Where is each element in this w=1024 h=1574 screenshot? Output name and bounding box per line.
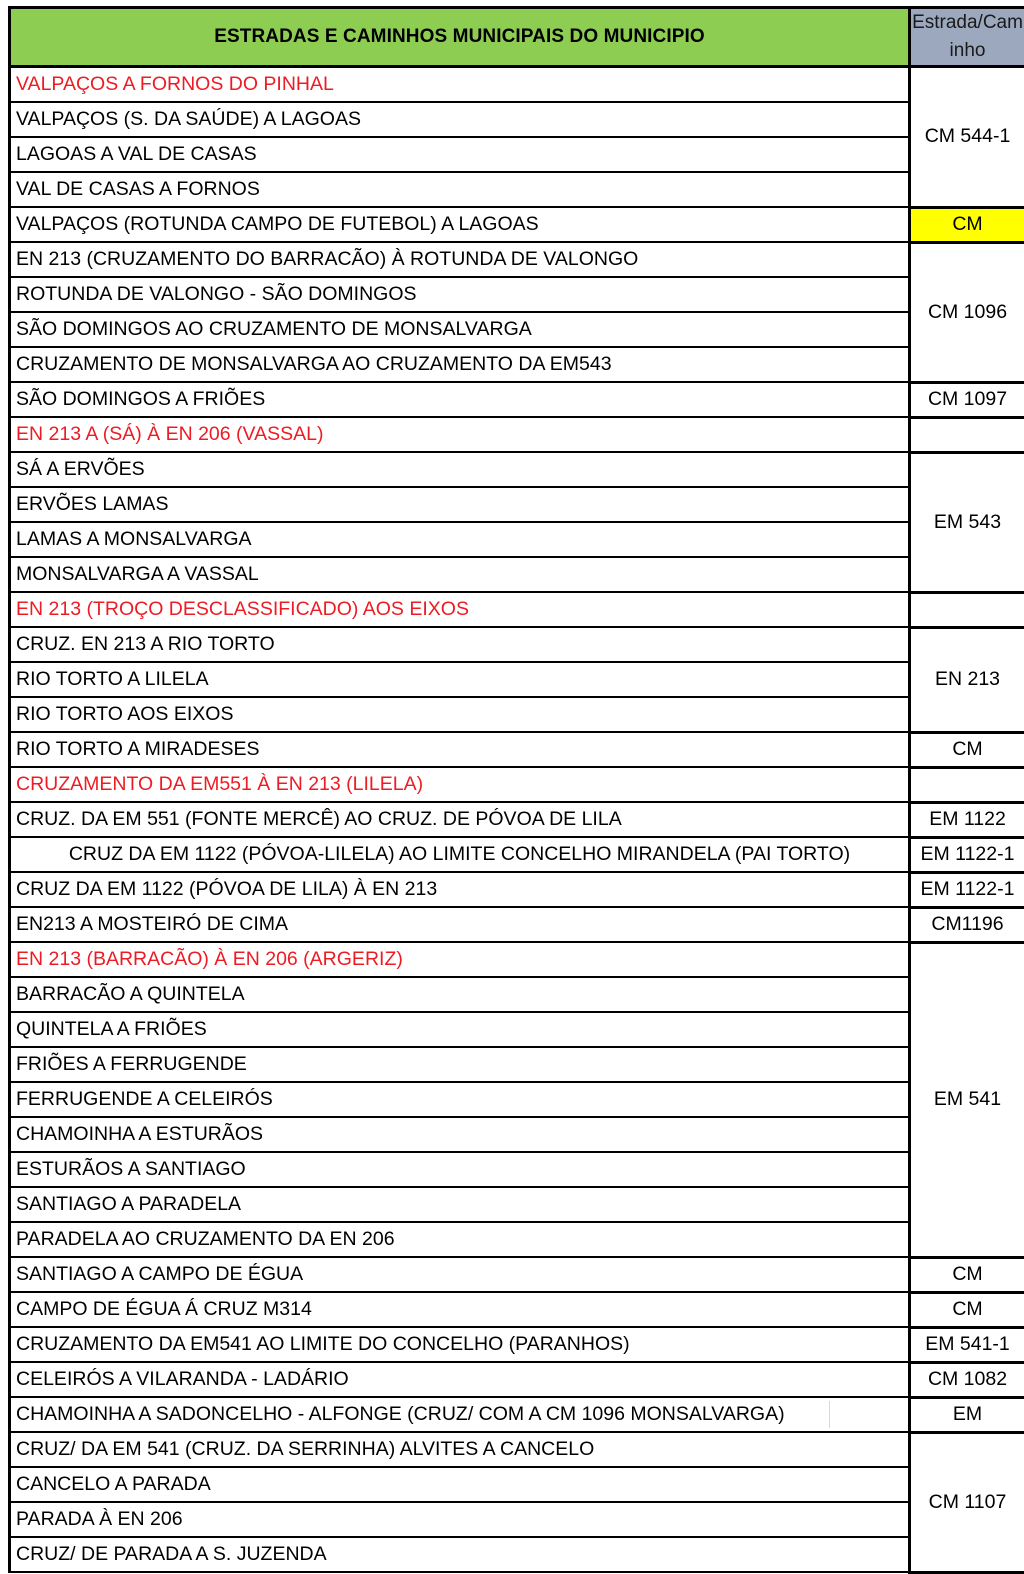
table-row xyxy=(10,942,1024,977)
table-row xyxy=(10,1467,1024,1502)
table-row xyxy=(10,277,1024,312)
road-name-cell[interactable]: MONSALVARGA A VASSAL xyxy=(10,557,910,592)
road-name-cell[interactable]: CANCELO A PARADA xyxy=(10,1467,910,1502)
road-code-cell[interactable]: EN 213 xyxy=(910,627,1024,732)
road-name-cell[interactable]: FRIÕES A FERRUGENDE xyxy=(10,1047,910,1082)
road-name-cell[interactable]: CRUZ/ DE PARADA A S. JUZENDA xyxy=(10,1537,910,1572)
code-column-header-cell: Estrada/Caminho xyxy=(910,8,1024,67)
table-row xyxy=(10,907,1024,942)
table-row xyxy=(10,1187,1024,1222)
table-row xyxy=(10,67,1024,103)
table-row xyxy=(10,1362,1024,1397)
table-row xyxy=(10,347,1024,382)
road-name-cell[interactable]: EN213 A MOSTEIRÓ DE CIMA xyxy=(10,907,910,942)
table-row xyxy=(10,312,1024,347)
road-name-cell[interactable]: RIO TORTO A LILELA xyxy=(10,662,910,697)
table-row xyxy=(10,1117,1024,1152)
table-row xyxy=(10,802,1024,837)
road-name-cell[interactable]: CRUZAMENTO DA EM541 AO LIMITE DO CONCELHO (PARANHOS) xyxy=(10,1327,910,1362)
road-name-cell[interactable]: LAMAS A MONSALVARGA xyxy=(10,522,910,557)
road-code-cell[interactable] xyxy=(910,592,1024,627)
road-code-cell[interactable] xyxy=(910,767,1024,802)
table-row xyxy=(10,1082,1024,1117)
road-name-cell[interactable]: ERVÕES LAMAS xyxy=(10,487,910,522)
road-name-cell[interactable]: CELEIRÓS A VILARANDA - LADÁRIO xyxy=(10,1362,910,1397)
table-row xyxy=(10,732,1024,767)
road-name-cell[interactable]: RIO TORTO A MIRADESES xyxy=(10,732,910,767)
road-code-cell[interactable]: EM 1122-1 xyxy=(910,872,1024,907)
road-code-cell[interactable]: CM xyxy=(910,207,1024,242)
table-row xyxy=(10,1222,1024,1257)
table-header-row xyxy=(10,8,1024,67)
road-name-cell[interactable]: PARADA À EN 206 xyxy=(10,1502,910,1537)
road-code-cell[interactable]: EM xyxy=(910,1397,1024,1432)
road-code-cell[interactable] xyxy=(910,417,1024,452)
table-row xyxy=(10,557,1024,592)
table-row xyxy=(10,872,1024,907)
road-name-cell[interactable]: ROTUNDA DE VALONGO - SÃO DOMINGOS xyxy=(10,277,910,312)
table-row xyxy=(10,697,1024,732)
road-name-cell[interactable]: VALPAÇOS (S. DA SAÚDE) A LAGOAS xyxy=(10,102,910,137)
road-code-cell[interactable]: CM 1082 xyxy=(910,1362,1024,1397)
table-row xyxy=(10,1012,1024,1047)
table-row xyxy=(10,767,1024,802)
road-name-cell[interactable]: SÃO DOMINGOS AO CRUZAMENTO DE MONSALVARGA xyxy=(10,312,910,347)
road-name-cell[interactable]: QUINTELA A FRIÕES xyxy=(10,1012,910,1047)
road-code-cell[interactable]: CM 1097 xyxy=(910,382,1024,417)
road-name-cell[interactable]: CRUZ DA EM 1122 (PÓVOA-LILELA) AO LIMITE CONCELHO MIRANDELA (PAI TORTO) xyxy=(10,837,910,872)
table-row xyxy=(10,662,1024,697)
road-name-cell[interactable]: PARADELA AO CRUZAMENTO DA EN 206 xyxy=(10,1222,910,1257)
table-row xyxy=(10,242,1024,277)
road-name-cell[interactable]: CRUZ. EN 213 A RIO TORTO xyxy=(10,627,910,662)
table-row xyxy=(10,137,1024,172)
table-row xyxy=(10,487,1024,522)
table-body xyxy=(10,8,1024,1573)
road-code-cell[interactable]: EM 543 xyxy=(910,452,1024,592)
table-row xyxy=(10,1152,1024,1187)
table-row xyxy=(10,977,1024,1012)
road-code-cell[interactable]: CM xyxy=(910,1292,1024,1327)
road-code-cell[interactable]: EM 1122-1 xyxy=(910,837,1024,872)
table-row xyxy=(10,1502,1024,1537)
cell-split-divider xyxy=(829,1401,830,1428)
road-name-cell[interactable]: SÁ A ERVÕES xyxy=(10,452,910,487)
road-code-cell[interactable]: CM 1107 xyxy=(910,1432,1024,1572)
road-name-cell[interactable]: FERRUGENDE A CELEIRÓS xyxy=(10,1082,910,1117)
table-row xyxy=(10,417,1024,452)
table-row xyxy=(10,1397,1024,1432)
road-name-cell[interactable]: SANTIAGO A PARADELA xyxy=(10,1187,910,1222)
road-name-cell[interactable]: CHAMOINHA A ESTURÃOS xyxy=(10,1117,910,1152)
table-row xyxy=(10,382,1024,417)
road-name-cell[interactable]: LAGOAS A VAL DE CASAS xyxy=(10,137,910,172)
road-name-cell[interactable]: VALPAÇOS (ROTUNDA CAMPO DE FUTEBOL) A LAGOAS xyxy=(10,207,910,242)
road-code-cell[interactable]: EM 541-1 xyxy=(910,1327,1024,1362)
table-row xyxy=(10,837,1024,872)
road-name-cell[interactable]: CRUZAMENTO DE MONSALVARGA AO CRUZAMENTO DA EM543 xyxy=(10,347,910,382)
table-row xyxy=(10,1292,1024,1327)
table-title-cell: ESTRADAS E CAMINHOS MUNICIPAIS DO MUNICIPIO xyxy=(10,8,910,67)
road-name-cell[interactable]: EN 213 (CRUZAMENTO DO BARRACÃO) À ROTUNDA DE VALONGO xyxy=(10,242,910,277)
road-name-cell[interactable]: CRUZ/ DA EM 541 (CRUZ. DA SERRINHA) ALVITES A CANCELO xyxy=(10,1432,910,1467)
table-row xyxy=(10,102,1024,137)
table-row xyxy=(10,627,1024,662)
table-row xyxy=(10,522,1024,557)
road-code-cell[interactable]: CM xyxy=(910,732,1024,767)
road-name-cell[interactable]: CRUZ. DA EM 551 (FONTE MERCÊ) AO CRUZ. DE PÓVOA DE LILA xyxy=(10,802,910,837)
road-section-header-cell[interactable]: CRUZAMENTO DA EM551 À EN 213 (LILELA) xyxy=(10,767,910,802)
road-code-cell[interactable]: CM1196 xyxy=(910,907,1024,942)
road-name-cell[interactable]: CHAMOINHA A SADONCELHO - ALFONGE (CRUZ/ COM A CM 1096 MONSALVARGA) xyxy=(10,1397,910,1432)
road-code-cell[interactable]: CM xyxy=(910,1257,1024,1292)
road-name-cell[interactable]: CRUZ DA EM 1122 (PÓVOA DE LILA) À EN 213 xyxy=(10,872,910,907)
table-row xyxy=(10,1047,1024,1082)
road-name-cell[interactable]: VAL DE CASAS A FORNOS xyxy=(10,172,910,207)
road-code-cell[interactable]: CM 544-1 xyxy=(910,67,1024,208)
table-row xyxy=(10,1327,1024,1362)
table-row xyxy=(10,1257,1024,1292)
road-section-header-cell[interactable]: EN 213 (BARRACÃO) À EN 206 (ARGERIZ) xyxy=(10,942,910,977)
road-code-cell[interactable]: CM 1096 xyxy=(910,242,1024,382)
road-code-cell[interactable]: EM 541 xyxy=(910,942,1024,1257)
road-section-header-cell[interactable]: EN 213 A (SÁ) À EN 206 (VASSAL) xyxy=(10,417,910,452)
road-name-cell[interactable]: RIO TORTO AOS EIXOS xyxy=(10,697,910,732)
table-row xyxy=(10,207,1024,242)
table-row xyxy=(10,452,1024,487)
road-section-header-cell[interactable]: EN 213 (TROÇO DESCLASSIFICADO) AOS EIXOS xyxy=(10,592,910,627)
table-row xyxy=(10,1537,1024,1572)
road-code-cell[interactable]: EM 1122 xyxy=(910,802,1024,837)
road-name-cell[interactable]: ESTURÃOS A SANTIAGO xyxy=(10,1152,910,1187)
municipal-roads-table xyxy=(8,6,1024,1574)
road-section-header-cell[interactable]: VALPAÇOS A FORNOS DO PINHAL xyxy=(10,67,910,103)
table-row xyxy=(10,1432,1024,1467)
road-name-cell[interactable]: SANTIAGO A CAMPO DE ÉGUA xyxy=(10,1257,910,1292)
table-row xyxy=(10,172,1024,207)
table-row xyxy=(10,592,1024,627)
road-name-cell[interactable]: BARRACÃO A QUINTELA xyxy=(10,977,910,1012)
road-name-cell[interactable]: CAMPO DE ÉGUA Á CRUZ M314 xyxy=(10,1292,910,1327)
road-name-cell[interactable]: SÃO DOMINGOS A FRIÕES xyxy=(10,382,910,417)
